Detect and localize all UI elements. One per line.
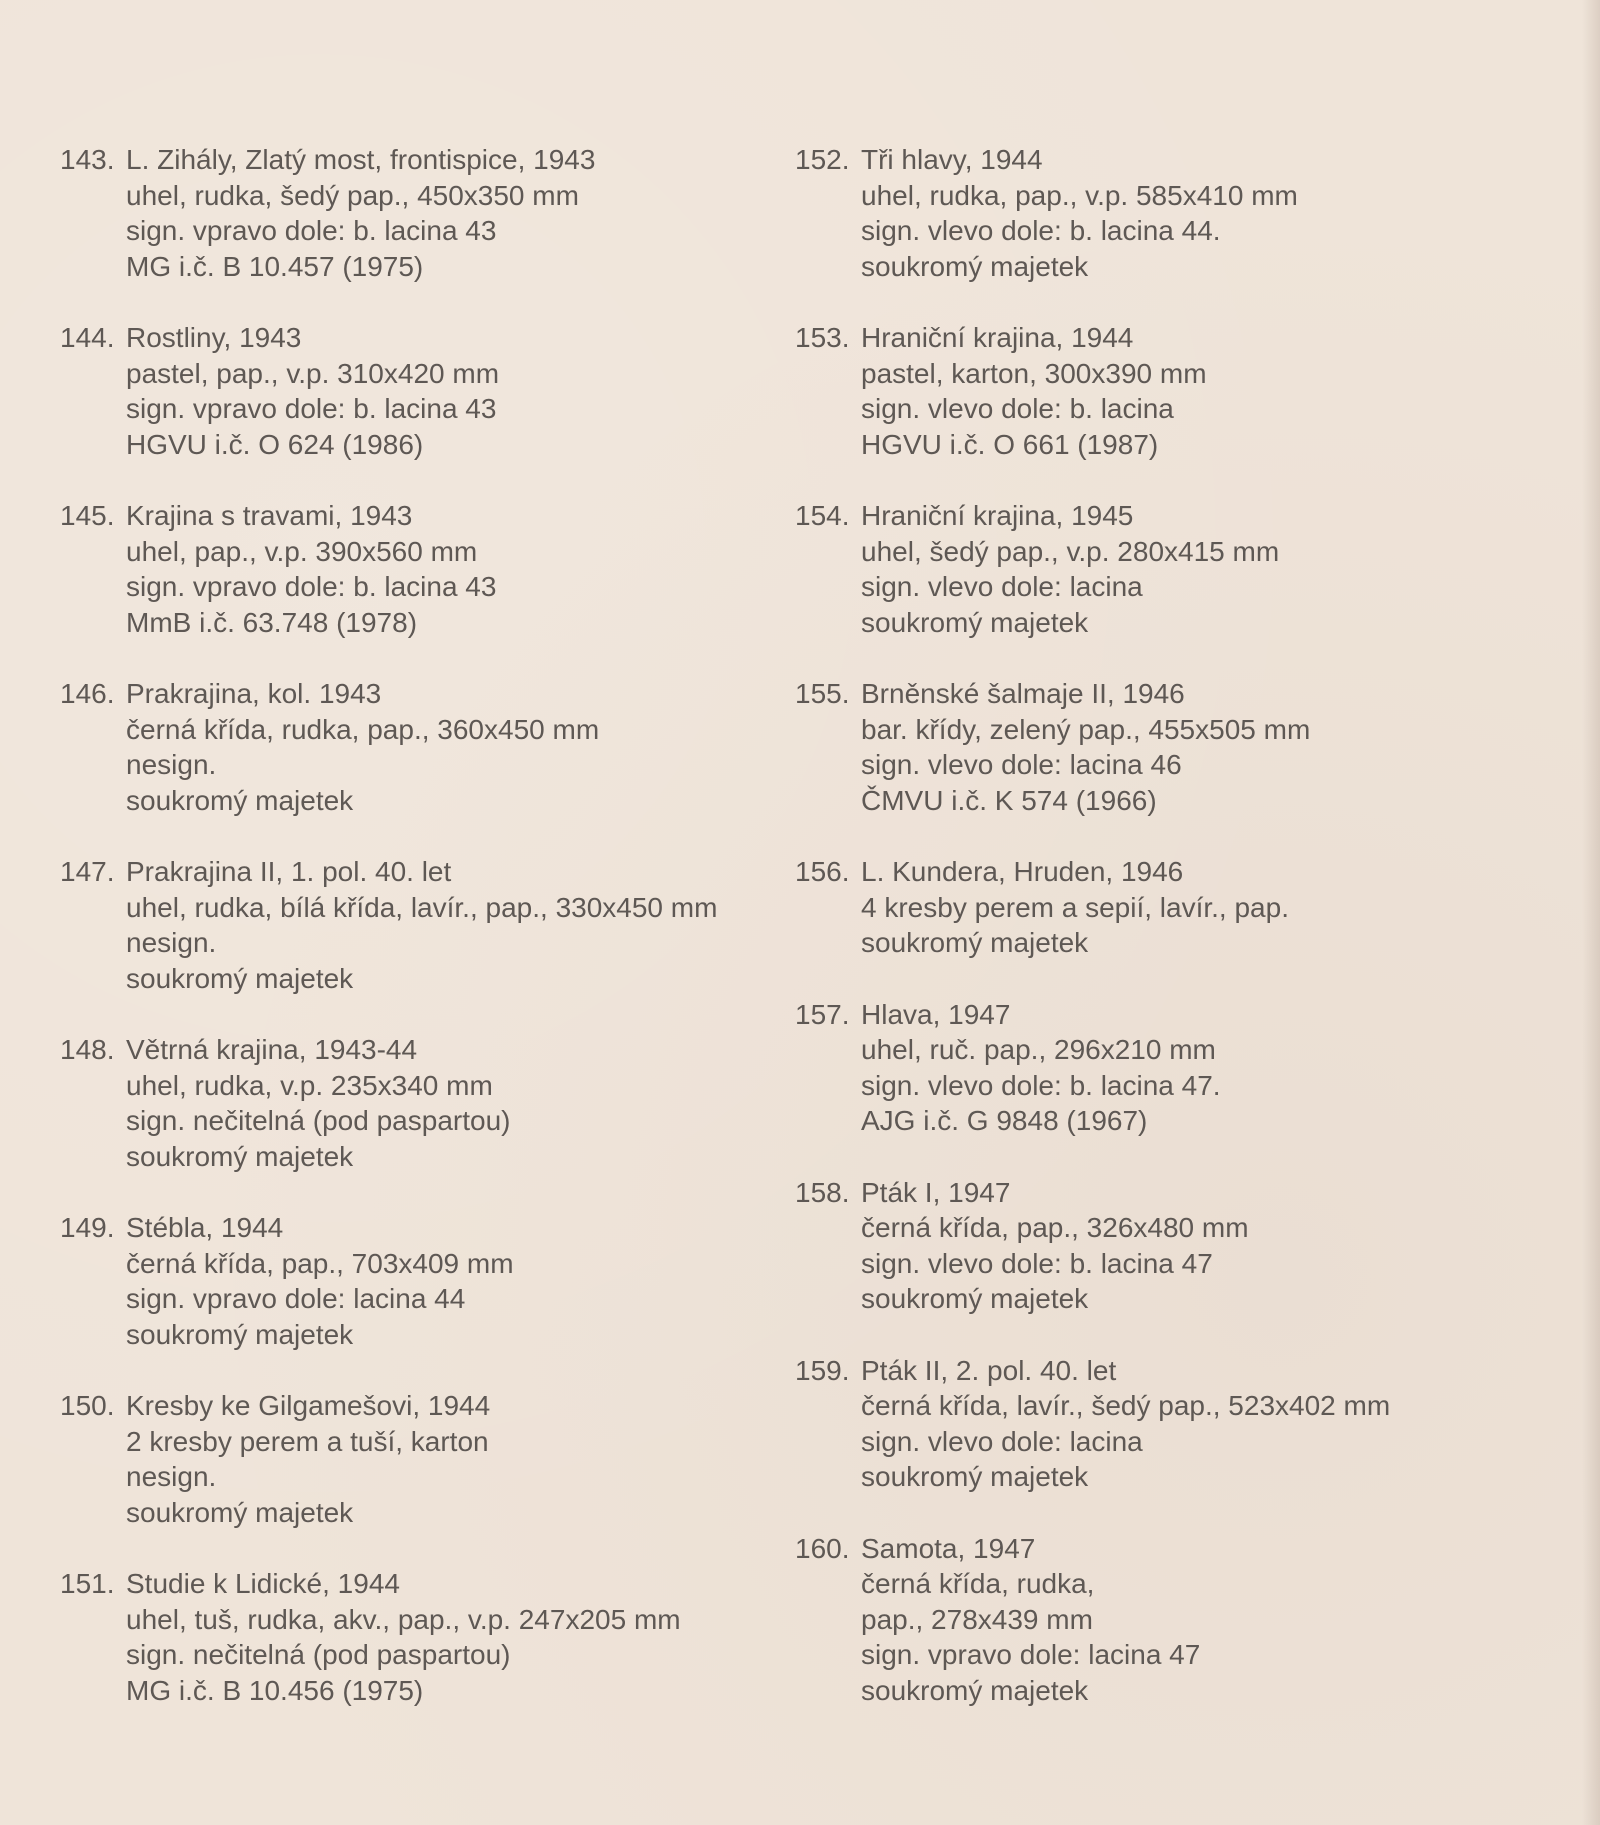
entry-title: Hraniční krajina, 1945 [861, 500, 1134, 531]
entry-detail: sign. vlevo dole: b. lacina 47 [861, 1247, 1213, 1279]
entry-detail: sign. vpravo dole: b. lacina 43 [126, 571, 497, 602]
entry-title: Rostliny, 1943 [126, 322, 302, 353]
catalog-entry [60, 1210, 760, 1352]
entry-detail: soukromý majetek [126, 1318, 354, 1350]
entry-detail: pap., 278x439 mm [861, 1603, 1093, 1635]
entry-detail: sign. vlevo dole: lacina [861, 571, 1143, 602]
entry-detail: uhel, pap., v.p. 390x560 mm [126, 535, 478, 567]
entry-number: 150. [60, 1390, 115, 1421]
entry-detail: ČMVU i.č. K 574 (1966) [861, 784, 1157, 816]
entry-detail: sign. nečitelná (pod paspartou) [126, 1105, 511, 1136]
entry-title: Krajina s travami, 1943 [126, 500, 413, 531]
catalog-column-right [795, 142, 1495, 1744]
entry-detail: sign. vlevo dole: lacina [861, 1425, 1143, 1457]
entry-detail: pastel, pap., v.p. 310x420 mm [126, 357, 500, 389]
catalog-entry [60, 498, 760, 640]
catalog-entry [795, 676, 1495, 818]
entry-number: 143. [60, 144, 115, 175]
entry-title: Pták II, 2. pol. 40. let [861, 1354, 1117, 1386]
entry-title: L. Zihály, Zlatý most, frontispice, 1943 [126, 144, 596, 175]
entry-number: 152. [795, 144, 850, 175]
entry-detail: sign. vpravo dole: lacina 44 [126, 1283, 466, 1314]
entry-title: Hlava, 1947 [861, 998, 1011, 1030]
catalog-entry [60, 676, 760, 818]
entry-detail: soukromý majetek [861, 1674, 1089, 1706]
entry-title: Studie k Lidické, 1944 [126, 1568, 400, 1599]
entry-detail: uhel, šedý pap., v.p. 280x415 mm [861, 535, 1280, 567]
entry-detail: pastel, karton, 300x390 mm [861, 357, 1207, 389]
entry-detail: soukromý majetek [126, 1140, 354, 1172]
entry-detail: soukromý majetek [861, 606, 1089, 638]
entry-detail: černá křída, rudka, pap., 360x450 mm [126, 713, 600, 745]
entry-detail: soukromý majetek [861, 1283, 1089, 1314]
entry-detail: soukromý majetek [126, 962, 354, 994]
entry-detail: sign. vlevo dole: b. lacina [861, 393, 1174, 424]
entry-title: Samota, 1947 [861, 1532, 1036, 1564]
entry-number: 146. [60, 678, 115, 709]
entry-detail: sign. vpravo dole: b. lacina 43 [126, 393, 497, 424]
catalog-entry [60, 320, 760, 462]
entry-detail: soukromý majetek [861, 1461, 1089, 1492]
entry-detail: soukromý majetek [861, 250, 1089, 282]
entry-detail: černá křída, lavír., šedý pap., 523x402 mm [861, 1390, 1391, 1421]
catalog-column-left [60, 142, 760, 1744]
entry-detail: 4 kresby perem a sepií, lavír., pap. [861, 891, 1289, 923]
catalog-entry [60, 142, 760, 284]
entry-detail: černá křída, pap., 326x480 mm [861, 1212, 1249, 1243]
catalog-entry [795, 997, 1495, 1139]
entry-detail: MG i.č. B 10.456 (1975) [126, 1674, 424, 1706]
entry-detail: HGVU i.č. O 624 (1986) [126, 428, 424, 460]
entry-detail: AJG i.č. G 9848 (1967) [861, 1105, 1148, 1136]
catalog-entry [60, 854, 760, 996]
entry-number: 158. [795, 1176, 850, 1208]
entry-title: Prakrajina II, 1. pol. 40. let [126, 856, 452, 887]
entry-detail: nesign. [126, 749, 217, 780]
entry-title: Pták I, 1947 [861, 1176, 1011, 1208]
entry-detail: soukromý majetek [126, 1496, 354, 1528]
catalog-entry [795, 1531, 1495, 1709]
catalog-entry [60, 1388, 760, 1530]
entry-detail: sign. nečitelná (pod paspartou) [126, 1639, 511, 1670]
entry-detail: MG i.č. B 10.457 (1975) [126, 250, 424, 282]
catalog-entry [795, 498, 1495, 640]
page-edge-shadow [1582, 0, 1600, 1825]
entry-detail: sign. vlevo dole: b. lacina 44. [861, 215, 1221, 246]
entry-detail: uhel, rudka, pap., v.p. 585x410 mm [861, 179, 1298, 211]
entry-title: Brněnské šalmaje II, 1946 [861, 678, 1185, 709]
entry-number: 160. [795, 1532, 850, 1564]
entry-detail: 2 kresby perem a tuší, karton [126, 1425, 489, 1457]
entry-number: 148. [60, 1034, 115, 1065]
entry-number: 151. [60, 1568, 115, 1599]
entry-detail: sign. vpravo dole: lacina 47 [861, 1639, 1201, 1670]
entry-title: Větrná krajina, 1943-44 [126, 1034, 418, 1065]
entry-detail: bar. křídy, zelený pap., 455x505 mm [861, 713, 1311, 745]
entry-title: L. Kundera, Hruden, 1946 [861, 856, 1184, 887]
catalog-entry [795, 854, 1495, 961]
entry-title: Kresby ke Gilgamešovi, 1944 [126, 1390, 491, 1421]
entry-title: Stébla, 1944 [126, 1212, 284, 1243]
catalog-entry [795, 142, 1495, 284]
entry-detail: černá křída, rudka, [861, 1568, 1095, 1599]
entry-title: Hraniční krajina, 1944 [861, 322, 1134, 353]
catalog-entry [60, 1032, 760, 1174]
catalog-entry [795, 1353, 1495, 1495]
entry-number: 153. [795, 322, 850, 353]
entry-number: 145. [60, 500, 115, 531]
entry-detail: sign. vlevo dole: lacina 46 [861, 749, 1182, 780]
entry-number: 154. [795, 500, 850, 531]
entry-detail: černá křída, pap., 703x409 mm [126, 1247, 514, 1279]
entry-detail: soukromý majetek [861, 927, 1089, 958]
entry-detail: soukromý majetek [126, 784, 354, 816]
entry-detail: HGVU i.č. O 661 (1987) [861, 428, 1159, 460]
entry-number: 157. [795, 998, 850, 1030]
entry-number: 159. [795, 1354, 850, 1386]
entry-detail: uhel, tuš, rudka, akv., pap., v.p. 247x205 mm [126, 1603, 681, 1635]
catalog-entry [795, 320, 1495, 462]
entry-number: 156. [795, 856, 850, 887]
entry-detail: sign. vlevo dole: b. lacina 47. [861, 1069, 1221, 1101]
entry-number: 155. [795, 678, 850, 709]
catalog-entry [60, 1566, 760, 1708]
entry-number: 144. [60, 322, 115, 353]
entry-detail: uhel, rudka, šedý pap., 450x350 mm [126, 179, 579, 211]
entry-detail: uhel, ruč. pap., 296x210 mm [861, 1034, 1216, 1065]
entry-detail: nesign. [126, 1461, 217, 1492]
entry-detail: nesign. [126, 927, 217, 958]
entry-number: 147. [60, 856, 115, 887]
entry-detail: uhel, rudka, bílá křída, lavír., pap., 330x450 mm [126, 891, 718, 923]
entry-title: Tři hlavy, 1944 [861, 144, 1043, 175]
entry-detail: sign. vpravo dole: b. lacina 43 [126, 215, 497, 246]
catalog-entry [795, 1175, 1495, 1317]
entry-detail: MmB i.č. 63.748 (1978) [126, 606, 418, 638]
entry-detail: uhel, rudka, v.p. 235x340 mm [126, 1069, 493, 1101]
entry-title: Prakrajina, kol. 1943 [126, 678, 382, 709]
entry-number: 149. [60, 1212, 115, 1243]
